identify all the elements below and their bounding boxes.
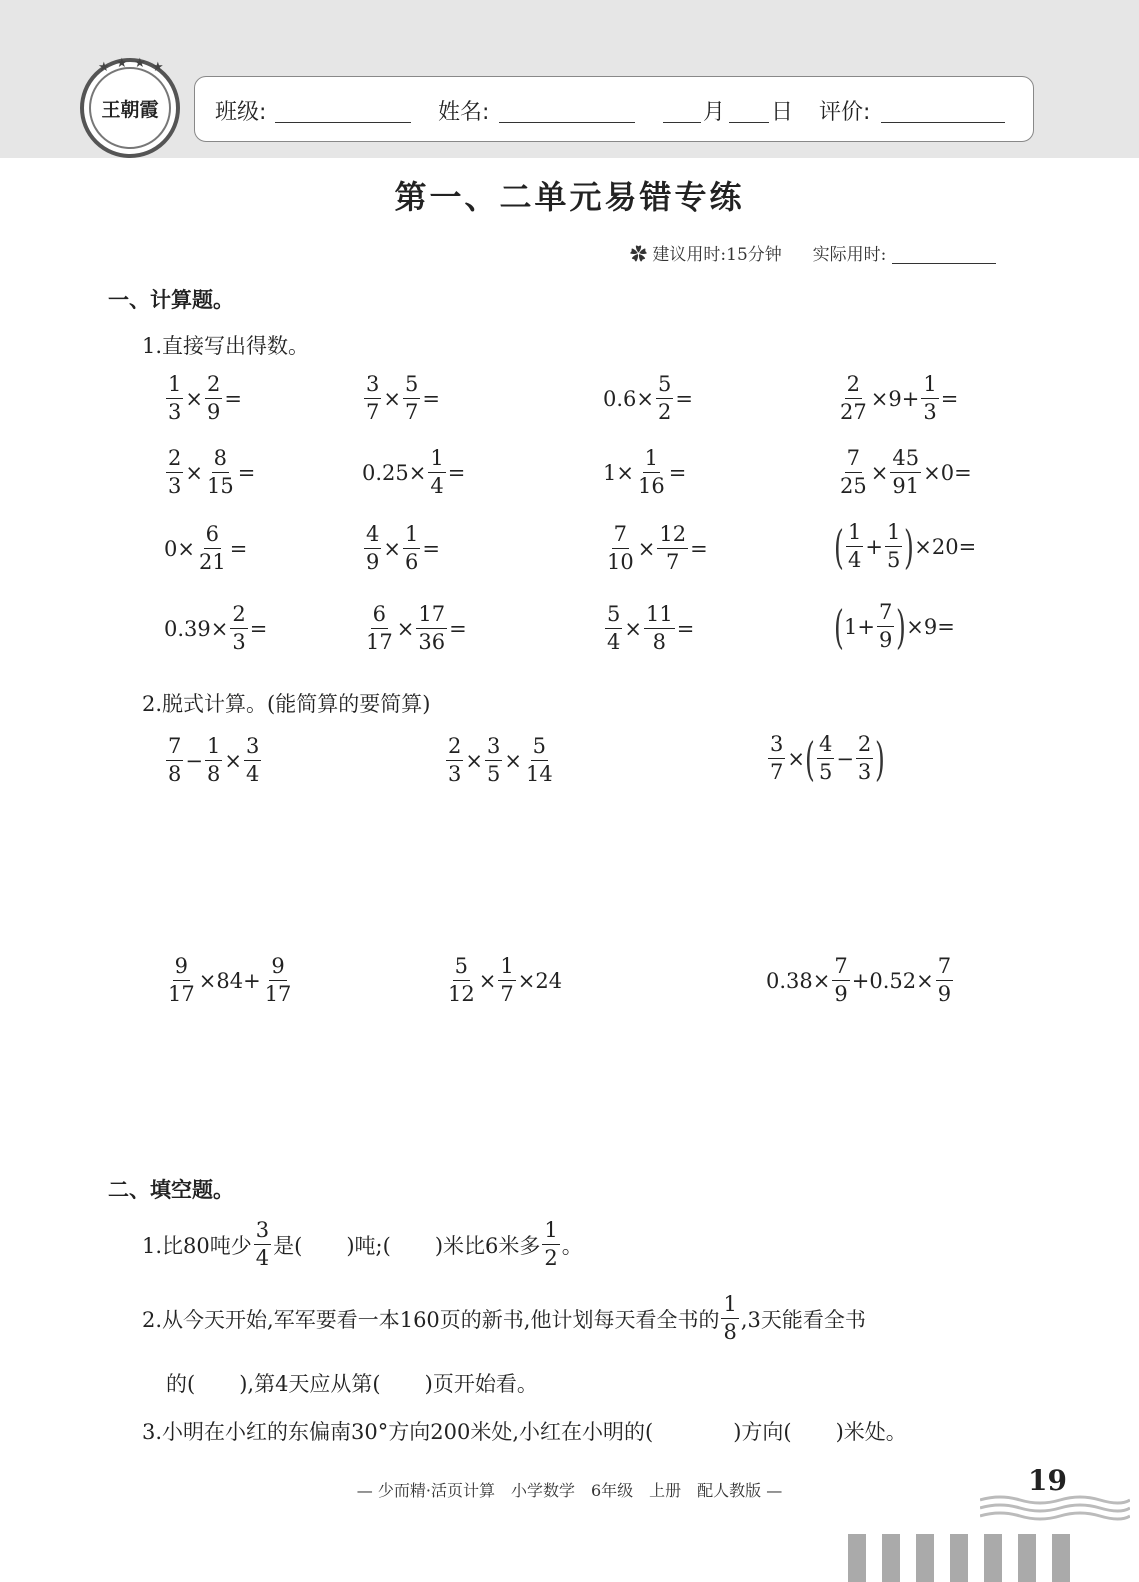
math-expression: ( $\frac{1}{4}$ + $\frac{1}{5}$ ) × 20 = — [834, 519, 977, 574]
math-expression: $\frac{5}{4}$ × $\frac{11}{8}$ = — [607, 602, 695, 654]
fraction: $\frac{1}{5}$ — [886, 520, 901, 572]
page-number: 19 — [1028, 1464, 1067, 1497]
fraction: $\frac{12}{7}$ — [659, 522, 687, 574]
section-2-heading: 二、填空题。 — [108, 1178, 234, 1202]
fraction: $\frac{17}{36}$ — [418, 602, 446, 654]
math-expression: $\frac{1}{3}$ × $\frac{2}{9}$ = — [168, 372, 242, 424]
actual-time-field[interactable] — [892, 263, 996, 264]
fraction: $\frac{9}{17}$ — [168, 954, 195, 1006]
month-label: 月 — [703, 100, 726, 125]
fraction: $\frac{6}{21}$ — [198, 522, 226, 574]
fraction: $\frac{1}{2}$ — [544, 1218, 558, 1270]
fraction: $\frac{2}{3}$ — [448, 734, 462, 786]
star-icon: ★ — [98, 60, 110, 75]
brand-logo — [80, 58, 180, 158]
math-expression: 0.39 × $\frac{2}{3}$ = — [164, 602, 268, 654]
math-expression: $\frac{7}{8}$ − $\frac{1}{8}$ × $\frac{3}{4}$ — [168, 734, 260, 786]
footer-text: — 少而精·活页计算 小学数学 6年级 上册 配人教版 — — [356, 1481, 783, 1500]
fraction: $\frac{1}{3}$ — [168, 372, 182, 424]
star-icon: ★ — [152, 60, 164, 75]
fill-question-3: 3.小明在小红的东偏南30°方向200米处,小红在小明的( )方向( )米处。 — [142, 1420, 907, 1444]
fraction: $\frac{2}{3}$ — [232, 602, 246, 654]
time-suggestion — [630, 240, 996, 265]
clock-icon: ✿ — [630, 245, 647, 265]
star-icon: ★ — [116, 56, 128, 71]
fraction: $\frac{1}{3}$ — [923, 372, 937, 424]
fraction: $\frac{3}{7}$ — [770, 732, 784, 784]
math-expression: $\frac{2}{3}$ × $\frac{8}{15}$ = — [168, 446, 256, 498]
fraction: $\frac{5}{2}$ — [658, 372, 672, 424]
decor-bar — [950, 1534, 968, 1582]
fraction: $\frac{3}{4}$ — [255, 1218, 270, 1270]
decor-bar — [882, 1534, 900, 1582]
math-expression: ( 1 + $\frac{7}{9}$ ) × 9 = — [834, 599, 955, 654]
decor-bar — [1018, 1534, 1036, 1582]
math-expression: $\frac{2}{3}$ × $\frac{3}{5}$ × $\frac{5}{14}$ — [448, 734, 553, 786]
math-expression: $\frac{9}{17}$ × 84 + $\frac{9}{17}$ — [168, 954, 292, 1006]
class-label: 班级: — [215, 100, 267, 125]
fraction: $\frac{45}{91}$ — [892, 446, 920, 498]
name-field[interactable] — [499, 122, 635, 123]
fraction: $\frac{1}{7}$ — [500, 954, 514, 1006]
math-expression: $\frac{7}{10}$ × $\frac{12}{7}$ = — [607, 522, 708, 574]
fraction: $\frac{2}{3}$ — [168, 446, 182, 498]
logo-text: 王朝霞 — [89, 67, 171, 149]
class-field[interactable] — [275, 122, 411, 123]
fraction: $\frac{2}{27}$ — [840, 372, 867, 424]
fraction: $\frac{3}{4}$ — [245, 734, 260, 786]
month-field[interactable] — [663, 122, 701, 123]
fraction: $\frac{1}{4}$ — [847, 520, 862, 572]
fraction: $\frac{2}{9}$ — [206, 372, 221, 424]
math-expression: $\frac{2}{27}$ × 9 + $\frac{1}{3}$ = — [840, 372, 959, 424]
decor-bar — [916, 1534, 934, 1582]
fraction: $\frac{1}{4}$ — [430, 446, 444, 498]
fraction: $\frac{7}{9}$ — [834, 954, 848, 1006]
question-1-label: 1.直接写出得数。 — [142, 334, 310, 358]
wave-decoration — [980, 1492, 1130, 1526]
student-info-box — [194, 76, 1034, 142]
decor-bar — [1052, 1534, 1070, 1582]
page-title: 第一、二单元易错专练 — [394, 178, 745, 216]
fraction: $\frac{7}{8}$ — [168, 734, 182, 786]
math-expression: $\frac{7}{25}$ × $\frac{45}{91}$ × 0 = — [840, 446, 972, 498]
fraction: $\frac{7}{9}$ — [878, 600, 893, 652]
fraction: $\frac{3}{5}$ — [486, 734, 501, 786]
evaluation-label: 评价: — [819, 100, 871, 125]
actual-time-label: 实际用时: — [812, 245, 887, 265]
fraction: $\frac{4}{9}$ — [366, 522, 380, 574]
section-1-heading: 一、计算题。 — [108, 288, 234, 312]
fraction: $\frac{7}{10}$ — [607, 522, 634, 574]
fraction: $\frac{6}{17}$ — [366, 602, 393, 654]
fraction: $\frac{8}{15}$ — [206, 446, 234, 498]
fraction: $\frac{7}{25}$ — [840, 446, 867, 498]
fill-question-2: 2.从今天开始,军军要看一本160页的新书,他计划每天看全书的 $\frac{1}{8}$ ,3天能看全书 — [142, 1292, 866, 1344]
decor-bar — [984, 1534, 1002, 1582]
math-expression: $\frac{6}{17}$ × $\frac{17}{36}$ = — [366, 602, 467, 654]
day-field[interactable] — [729, 122, 769, 123]
fraction: $\frac{5}{4}$ — [607, 602, 621, 654]
name-label: 姓名: — [438, 100, 490, 125]
math-expression: $\frac{5}{12}$ × $\frac{1}{7}$ × 24 — [448, 954, 563, 1006]
math-expression: $\frac{3}{7}$ × ( $\frac{4}{5}$ − $\frac{2}{3}$ ) — [770, 731, 886, 786]
fraction: $\frac{1}{16}$ — [637, 446, 665, 498]
fraction: $\frac{3}{7}$ — [366, 372, 380, 424]
math-expression: 0.25 × $\frac{1}{4}$ = — [362, 446, 466, 498]
question-2-label: 2.脱式计算。(能简算的要简算) — [142, 692, 431, 716]
fraction: $\frac{11}{8}$ — [645, 602, 673, 654]
fill-question-2-continued: 的( ),第4天应从第( )页开始看。 — [166, 1372, 538, 1396]
math-expression: 0.38 × $\frac{7}{9}$ + 0.52 × $\frac{7}{9}$ — [766, 954, 952, 1006]
star-icon: ★ — [134, 56, 146, 71]
fraction: $\frac{7}{9}$ — [937, 954, 952, 1006]
decor-bar — [848, 1534, 866, 1582]
fraction: $\frac{5}{14}$ — [525, 734, 553, 786]
fraction: $\frac{4}{5}$ — [818, 732, 833, 784]
fraction: $\frac{5}{7}$ — [404, 372, 419, 424]
math-expression: $\frac{3}{7}$ × $\frac{5}{7}$ = — [366, 372, 440, 424]
math-expression: $\frac{4}{9}$ × $\frac{1}{6}$ = — [366, 522, 440, 574]
fraction: $\frac{5}{12}$ — [448, 954, 475, 1006]
suggested-time: 建议用时:15分钟 — [652, 245, 782, 265]
fraction: $\frac{1}{8}$ — [206, 734, 221, 786]
fraction: $\frac{1}{8}$ — [723, 1292, 737, 1344]
fraction: $\frac{1}{6}$ — [404, 522, 419, 574]
math-expression: 0.6 × $\frac{5}{2}$ = — [603, 372, 693, 424]
fill-question-1: 1.比80吨少 $\frac{3}{4}$ 是( )吨;( )米比6米多 $\frac{1}{2}$ 。 — [142, 1218, 583, 1270]
day-label: 日 — [771, 100, 794, 125]
math-expression: 1 × $\frac{1}{16}$ = — [603, 446, 687, 498]
evaluation-field[interactable] — [881, 122, 1005, 123]
fraction: $\frac{2}{3}$ — [857, 732, 872, 784]
fraction: $\frac{9}{17}$ — [264, 954, 292, 1006]
math-expression: 0 × $\frac{6}{21}$ = — [164, 522, 248, 574]
